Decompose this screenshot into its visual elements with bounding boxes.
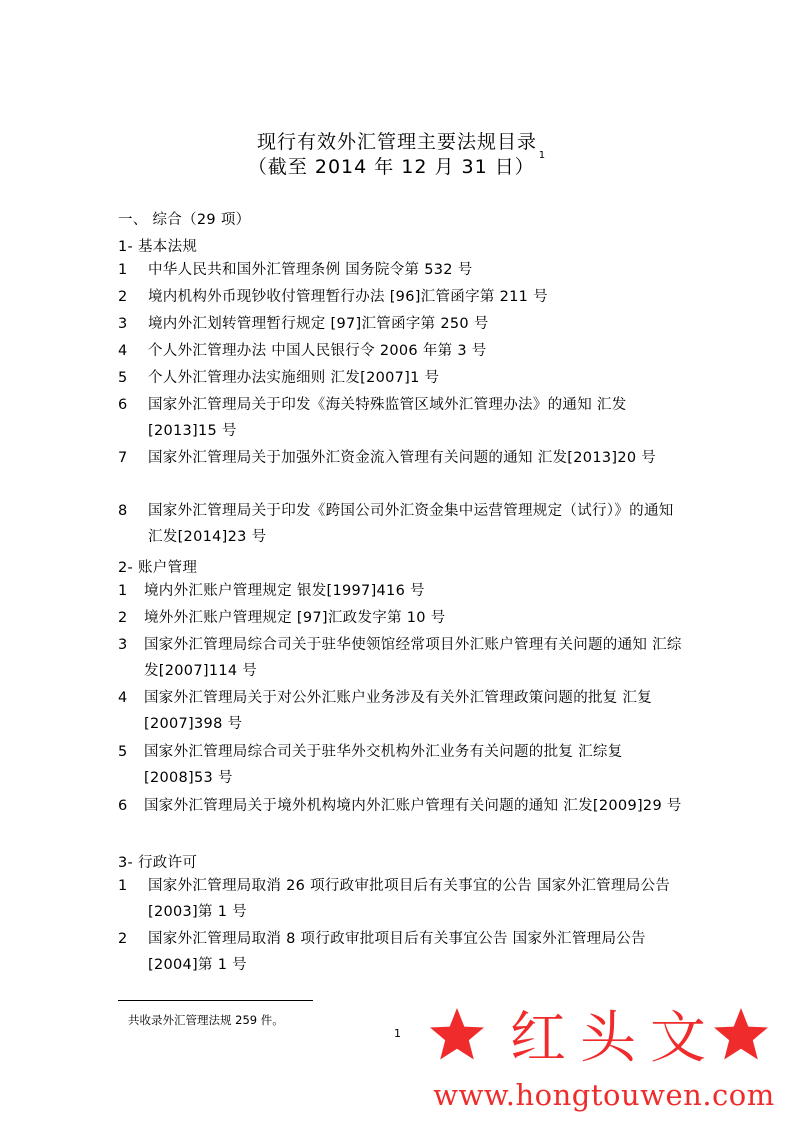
item-number: 5 <box>118 370 128 386</box>
item-text: 个人外汇管理办法实施细则 汇发[2007]1 号 <box>148 370 440 386</box>
item-text: 国家外汇管理局综合司关于驻华使领馆经常项目外汇账户管理有关问题的通知 汇综发[2007]114 号 <box>144 637 682 679</box>
subtitle-text: （截至 2014 年 12 月 31 日） <box>247 156 535 178</box>
item-number: 2 <box>118 931 128 947</box>
item-text: 个人外汇管理办法 中国人民银行令 2006 年第 3 号 <box>148 343 487 359</box>
item-text: 国家外汇管理局关于境外机构境内外汇账户管理有关问题的通知 汇发[2009]29 号 <box>144 798 682 814</box>
item-number: 1 <box>118 583 128 599</box>
list-item <box>118 926 683 978</box>
list-item <box>118 632 683 684</box>
list-item <box>118 311 683 337</box>
item-text: 中华人民共和国外汇管理条例 国务院令第 532 号 <box>148 262 473 278</box>
item-number: 3 <box>118 637 128 653</box>
list-item <box>118 739 683 791</box>
item-number: 5 <box>118 744 128 760</box>
list-item <box>118 445 683 471</box>
list-item <box>118 873 683 925</box>
item-text: 国家外汇管理局关于加强外汇资金流入管理有关问题的通知 汇发[2013]20 号 <box>148 450 657 466</box>
item-number: 2 <box>118 610 128 626</box>
watermark-chinese: 红头文 <box>510 1006 720 1071</box>
subsection-administrative-license: 3- 行政许可 <box>118 855 198 871</box>
item-text: 境内外汇划转管理暂行规定 [97]汇管函字第 250 号 <box>148 316 489 332</box>
page-number: 1 <box>394 1027 401 1040</box>
list-item <box>118 284 683 310</box>
item-number: 6 <box>118 798 128 814</box>
item-text: 境外外汇账户管理规定 [97]汇政发字第 10 号 <box>144 610 446 626</box>
item-number: 3 <box>118 316 128 332</box>
item-number: 7 <box>118 450 128 466</box>
item-text: 境内外汇账户管理规定 银发[1997]416 号 <box>144 583 425 599</box>
item-text: 国家外汇管理局综合司关于驻华外交机构外汇业务有关问题的批复 汇综复[2008]53 号 <box>144 744 623 786</box>
footnote-divider <box>118 1000 313 1001</box>
footnote-marker: 1 <box>538 150 547 161</box>
list-item <box>118 605 683 631</box>
list-item <box>118 257 683 283</box>
subsection-account-management: 2- 账户管理 <box>118 560 198 576</box>
item-number: 2 <box>118 289 128 305</box>
item-number: 4 <box>118 690 128 706</box>
item-text: 国家外汇管理局关于对公外汇账户业务涉及有关外汇管理政策问题的批复 汇复[2007]398 号 <box>144 690 653 732</box>
item-text: 国家外汇管理局关于印发《跨国公司外汇资金集中运营管理规定（试行）》的通知 汇发[2014]23 号 <box>148 503 674 545</box>
subsection-basic-regulations: 1- 基本法规 <box>118 239 198 255</box>
watermark <box>414 1002 794 1123</box>
item-text: 国家外汇管理局取消 8 项行政审批项目后有关事宜公告 国家外汇管理局公告[2004]第 1 号 <box>148 931 646 973</box>
list-item <box>118 685 683 737</box>
star-icon <box>430 1008 484 1060</box>
list-item <box>118 338 683 364</box>
item-number: 6 <box>118 397 128 413</box>
item-number: 8 <box>118 503 128 519</box>
document-subtitle <box>0 152 794 179</box>
item-number: 1 <box>118 878 128 894</box>
item-text: 境内机构外币现钞收付管理暂行办法 [96]汇管函字第 211 号 <box>148 289 548 305</box>
watermark-url: www.hongtouwen.com <box>433 1078 775 1112</box>
list-item <box>118 392 683 444</box>
item-text: 国家外汇管理局取消 26 项行政审批项目后有关事宜的公告 国家外汇管理局公告[2003]第 1 号 <box>148 878 671 920</box>
section-heading-general: 一、 综合（29 项） <box>118 212 251 228</box>
item-text: 国家外汇管理局关于印发《海关特殊监管区域外汇管理办法》的通知 汇发[2013]15 号 <box>148 397 627 439</box>
list-item <box>118 365 683 391</box>
item-number: 1 <box>118 262 128 278</box>
item-number: 4 <box>118 343 128 359</box>
star-icon <box>714 1008 768 1060</box>
list-item <box>118 793 683 819</box>
list-item <box>118 498 683 550</box>
list-item <box>118 578 683 604</box>
footnote-text: 共收录外汇管理法规 259 件。 <box>128 1013 284 1027</box>
document-title: 现行有效外汇管理主要法规目录 <box>256 131 537 153</box>
